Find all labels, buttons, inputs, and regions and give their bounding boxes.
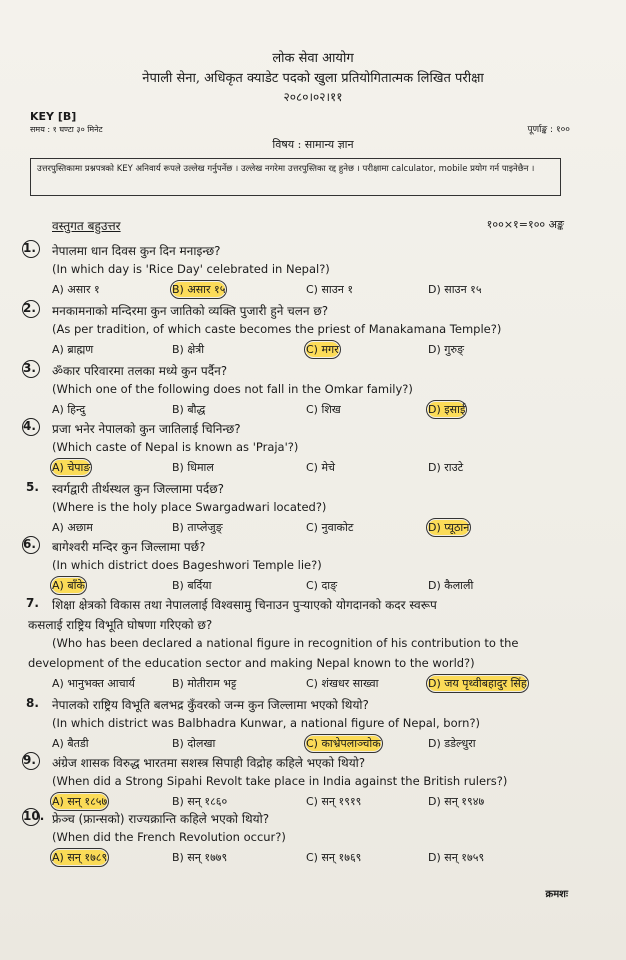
- answer-option: A) ब्राह्मण: [52, 343, 94, 356]
- section-title: वस्तुगत बहुउत्तर: [52, 219, 121, 233]
- correct-answer-option: B) असार १५: [172, 283, 226, 296]
- question-text-nepali: फ्रेञ्च (फ्रान्सको) राज्यक्रान्ति कहिले भएको थियो?: [52, 812, 270, 826]
- question-number: 2.: [22, 300, 40, 318]
- continued-label: क्रमशः: [545, 889, 568, 900]
- answer-option: D) साउन १५: [428, 283, 482, 296]
- answer-option: B) ताप्लेजुङ्: [172, 521, 223, 534]
- answer-option: D) राउटे: [428, 461, 464, 474]
- exam-title: नेपाली सेना, अधिकृत क्याडेट पदको खुला प्रतियोगितात्मक लिखित परीक्षा: [142, 71, 484, 86]
- commission-title: लोक सेवा आयोग: [272, 51, 354, 66]
- question-number: 10.: [22, 808, 40, 826]
- question-number: 7.: [26, 596, 39, 610]
- correct-answer-option: A) चेपाङ: [52, 461, 91, 474]
- answer-option: C) साउन १: [306, 283, 354, 296]
- question-text-nepali: ॐकार परिवारमा तलका मध्ये कुन पर्दैन?: [52, 364, 228, 378]
- answer-option: B) सन् १७७९: [172, 851, 228, 864]
- exam-date: २०८०।०२।११: [283, 90, 343, 104]
- question-text-nepali: स्वर्गद्वारी तीर्थस्थल कुन जिल्लामा पर्दछ?: [52, 482, 225, 496]
- correct-answer-option: D) प्यूठान: [428, 521, 470, 534]
- question-text-nepali: शिक्षा क्षेत्रको विकास तथा नेपाललाई विश्वसामु चिनाउन पुऱ्याएको योगदानको कदर स्वरूप: [52, 598, 437, 612]
- correct-answer-option: A) बाँके: [52, 579, 85, 592]
- answer-option: D) सन् १७५९: [428, 851, 485, 864]
- answer-option: B) बर्दिया: [172, 579, 212, 592]
- question-text-english: (Where is the holy place Swargadwari located?): [52, 500, 327, 514]
- answer-option: A) हिन्दु: [52, 403, 86, 416]
- question-text-nepali-cont: कसलाई राष्ट्रिय विभूति घोषणा गरिएको छ?: [28, 618, 213, 632]
- question-text-nepali: मनकामनाको मन्दिरमा कुन जातिको व्यक्ति पुजारी हुने चलन छ?: [52, 304, 329, 318]
- question-text-nepali: अंग्रेज शासक विरुद्ध भारतमा सशस्त्र सिपाही विद्रोह कहिले भएको थियो?: [52, 756, 366, 770]
- question-text-english: (As per tradition, of which caste becomes the priest of Manakamana Temple?): [52, 322, 502, 336]
- full-marks: पूर्णाङ्क : १००: [527, 125, 570, 135]
- answer-option: B) क्षेत्री: [172, 343, 205, 356]
- section-marks: १००×१=१०० अङ्क: [486, 218, 564, 231]
- answer-option: A) अछाम: [52, 521, 93, 534]
- question-text-english: (In which district was Balbhadra Kunwar, a national figure of Nepal, born?): [52, 716, 481, 730]
- answer-option: C) मेचे: [306, 461, 336, 474]
- question-text-nepali: प्रजा भनेर नेपालको कुन जातिलाई चिनिन्छ?: [52, 422, 241, 436]
- answer-option: D) डडेल्धुरा: [428, 737, 476, 750]
- question-text-english: (Which caste of Nepal is known as 'Praja'?): [52, 440, 299, 454]
- question-number: 9.: [22, 752, 40, 770]
- question-text-english-cont: development of the education sector and making Nepal known to the world?): [28, 656, 475, 670]
- answer-option: C) सन् १९१९: [306, 795, 362, 808]
- correct-answer-option: C) काभ्रेपलाञ्चोक: [306, 737, 381, 750]
- question-number: 6.: [22, 536, 40, 554]
- answer-option: C) शिख: [306, 403, 341, 416]
- question-text-english: (In which day is 'Rice Day' celebrated in Nepal?): [52, 262, 330, 276]
- question-number: 8.: [26, 696, 39, 710]
- question-number: 4.: [22, 418, 40, 436]
- correct-answer-option: A) सन् १७८९: [52, 851, 108, 864]
- answer-option: C) शंखधर साख्वा: [306, 677, 379, 690]
- question-text-nepali: नेपालमा धान दिवस कुन दिन मनाइन्छ?: [52, 244, 221, 258]
- exam-duration: समय : १ घण्टा ३० मिनेट: [30, 125, 103, 134]
- question-text-nepali: बागेश्वरी मन्दिर कुन जिल्लामा पर्छ?: [52, 540, 206, 554]
- question-text-english: (In which district does Bageshwori Temple lie?): [52, 558, 322, 572]
- answer-option: C) नुवाकोट: [306, 521, 354, 534]
- question-text-english: (Who has been declared a national figure in recognition of his contribution to the: [52, 636, 519, 650]
- answer-option: B) धिमाल: [172, 461, 214, 474]
- answer-option: C) दाङ्: [306, 579, 338, 592]
- answer-option: D) गुरुङ्: [428, 343, 465, 356]
- correct-answer-option: A) सन् १८५७: [52, 795, 108, 808]
- answer-option: B) मोतीराम भट्ट: [172, 677, 237, 690]
- answer-option: A) बैतडी: [52, 737, 89, 750]
- question-number: 1.: [22, 240, 40, 258]
- answer-option: B) सन् १८६०: [172, 795, 228, 808]
- question-text-english: (Which one of the following does not fall in the Omkar family?): [52, 382, 413, 396]
- subject-title: विषय : सामान्य ज्ञान: [272, 138, 354, 151]
- answer-option: B) बौद्ध: [172, 403, 206, 416]
- question-text-english: (When did a Strong Sipahi Revolt take place in India against the British rulers?): [52, 774, 508, 788]
- question-text-english: (When did the French Revolution occur?): [52, 830, 286, 844]
- answer-option: A) असार १: [52, 283, 100, 296]
- answer-option: D) सन् १९४७: [428, 795, 485, 808]
- correct-answer-option: C) मगर: [306, 343, 339, 356]
- question-number: 5.: [26, 480, 39, 494]
- answer-option: B) दोलखा: [172, 737, 216, 750]
- answer-option: D) कैलाली: [428, 579, 474, 592]
- question-text-nepali: नेपालको राष्ट्रिय विभूति बलभद्र कुँवरको जन्म कुन जिल्लामा भएको थियो?: [52, 698, 369, 712]
- correct-answer-option: D) जय पृथ्वीबहादुर सिंह: [428, 677, 527, 690]
- instruction-box: उत्तरपुस्तिकामा प्रश्नपत्रको KEY अनिवार्य रूपले उल्लेख गर्नुपर्नेछ । उल्लेख नगरेमा उत्तरपुस्तिका रद्द हुनेछ । परीक्षामा calculator, mobile प्रयोग गर्न पाइनेछैन ।: [30, 158, 561, 196]
- answer-option: A) भानुभक्त आचार्य: [52, 677, 135, 690]
- correct-answer-option: D) इसाई: [428, 403, 466, 416]
- answer-key-label: KEY [B]: [30, 110, 77, 123]
- question-number: 3.: [22, 360, 40, 378]
- answer-option: C) सन् १७६९: [306, 851, 362, 864]
